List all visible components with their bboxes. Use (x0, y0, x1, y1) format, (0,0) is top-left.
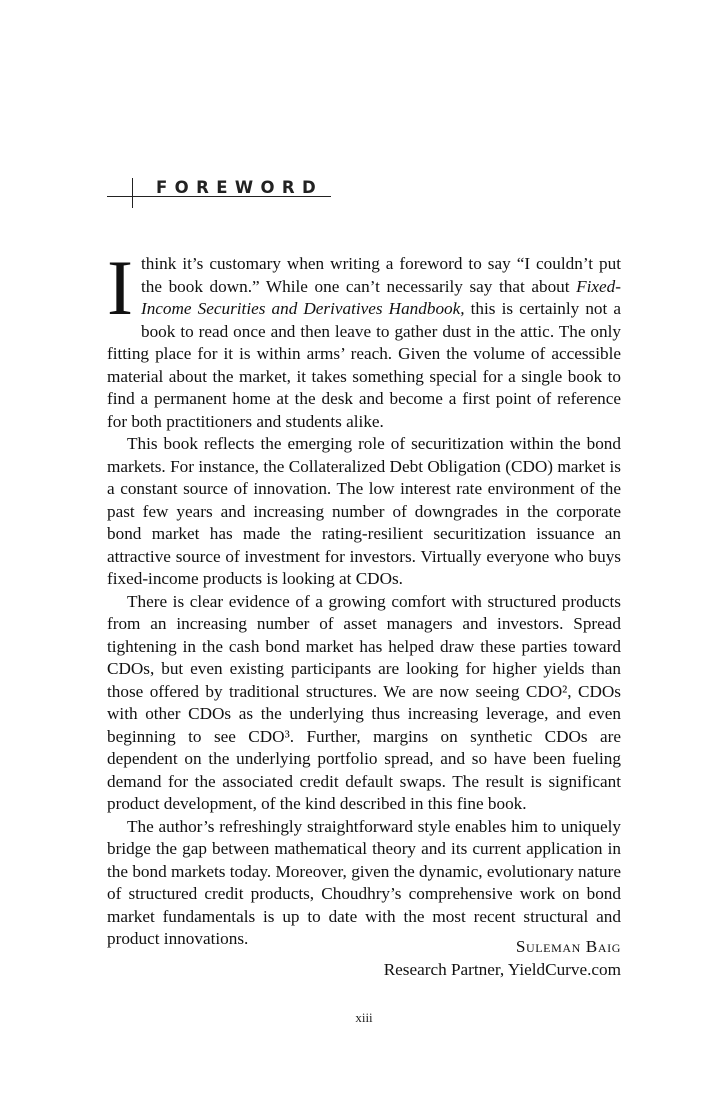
paragraph-3: There is clear evidence of a growing comfort with structured products from an increasing number of asset managers and investors. Spread tightening in the cash bond market has helped draw these parties toward CDOs, but even existing participants are looking for higher yields than those offered by traditional structures. We are now seeing CDO², CDOs with other CDOs as the underlying thus increasing leverage, and even beginning to see CDO³. Further, margins on synthetic CDOs are dependent on the underlying portfolio spread, and so have been fueling demand for the associated credit default swaps. The result is significant product development, of the kind described in this fine book. (107, 591, 621, 813)
paragraph-1 (107, 244, 621, 433)
drop-cap: I (107, 244, 133, 331)
page-title: FOREWORD (156, 178, 324, 197)
author-name: Suleman Baig (515, 937, 621, 956)
page-number: xiii (355, 1010, 373, 1025)
paragraph-1-text-b: this is certainly not a book to read once and then leave to gather dust in the attic. The only fitting place for it is within arms’ reach. Given the volume of accessible material about the market, it takes something special for a single book to find a permanent home at the desk and become a first point of reference for both practitioners and students alike. (107, 299, 621, 431)
paragraph-4: The author’s refreshingly straightforward style enables him to uniquely bridge the gap between mathematical theory and its current application in the bond markets today. Moreover, given the dynamic, evolutionary nature of structured credit products, Choudhry’s comprehensive work on bond market fundamentals is up to date with the most recent structural and product innovations. (107, 816, 621, 948)
heading-vertical-rule (132, 178, 133, 208)
paragraph-1-text-a: think it’s customary when writing a foreword to say “I couldn’t put the book down.” While one can’t necessarily say that about (140, 254, 621, 296)
signature-block (384, 936, 621, 981)
book-title: Fixed-Income Securities and Derivatives Handbook, (140, 276, 621, 318)
foreword-body (107, 244, 621, 951)
author-title: Research Partner, YieldCurve.com (383, 959, 621, 979)
paragraph-2: This book reflects the emerging role of securitization within the bond markets. For instance, the Collateralized Debt Obligation (CDO) market is a constant source of innovation. The low interest rate environment of the past few years and increasing number of downgrades in the corporate bond market has made the rating-resilient securitization issuance an attractive source of investment for investors. Virtually everyone who buys fixed-income products is looking at CDOs. (107, 434, 621, 588)
